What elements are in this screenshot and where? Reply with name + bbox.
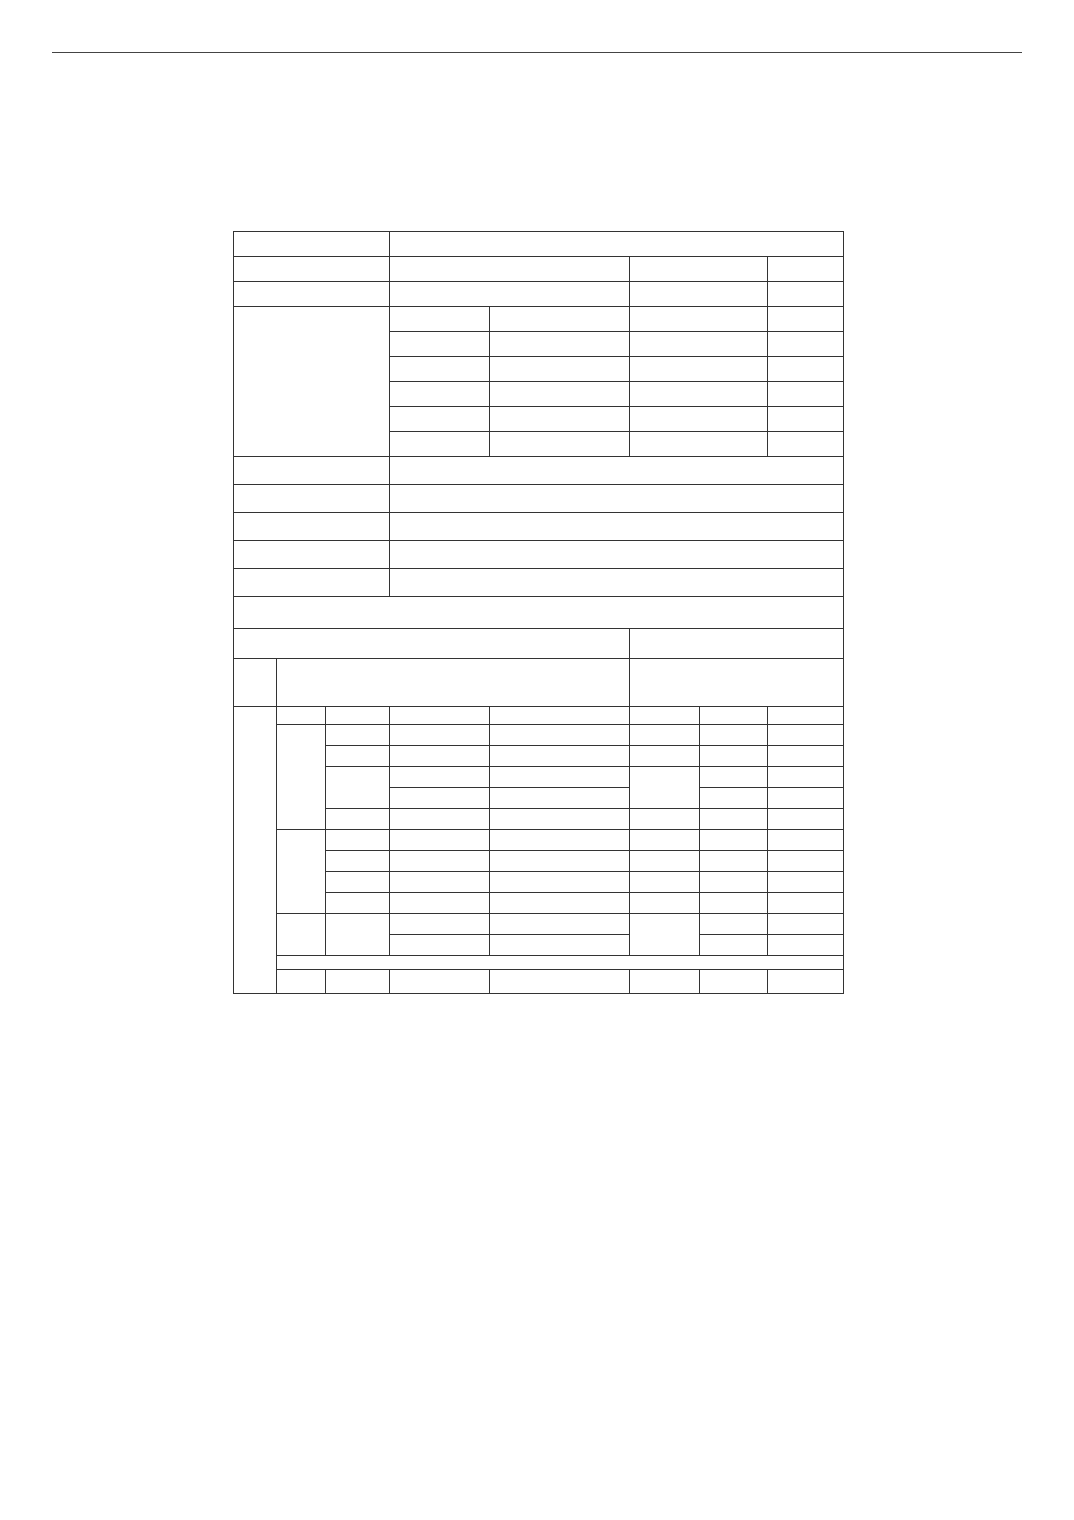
qty-indicator-annual [630, 725, 700, 746]
eco-indicator [326, 872, 390, 893]
perf-header-level1 [277, 707, 326, 725]
dept-value [390, 257, 630, 282]
sat-metric-2 [390, 935, 490, 956]
date-label [768, 970, 844, 994]
leader-value [326, 970, 390, 994]
phone-label [630, 970, 700, 994]
perf-spacer [277, 956, 844, 970]
cost-value [490, 809, 630, 830]
perf-header-value [490, 707, 630, 725]
time-value-2 [490, 788, 630, 809]
period-value [768, 282, 844, 307]
funds-annual-label [630, 307, 768, 332]
time-indicator [326, 767, 390, 809]
sat-value-2 [490, 935, 630, 956]
service-indicator-annual [630, 914, 700, 956]
funds-other-value [490, 432, 630, 457]
qual-value-annual [768, 746, 844, 767]
sustain-indicator-annual [630, 893, 700, 914]
necessity-text [392, 514, 841, 540]
period-goal-text [279, 661, 627, 705]
funds-city-value [490, 382, 630, 407]
overall-goal-label [234, 659, 277, 707]
econ-indicator [326, 830, 390, 851]
measures-label [234, 541, 390, 569]
funds-province-label-annual [630, 357, 768, 382]
annual-goal-header [630, 629, 844, 659]
qty-metric-annual [700, 725, 768, 746]
cost-value-annual [768, 809, 844, 830]
plan-text [392, 570, 841, 596]
econ-value-annual [768, 830, 844, 851]
measures-text [392, 542, 841, 568]
funds-total-label [390, 307, 490, 332]
funds-central-value [490, 332, 630, 357]
cost-indicator [326, 809, 390, 830]
blank-row [234, 597, 844, 629]
benefit-indicators [277, 830, 326, 914]
time-value-2-annual [768, 788, 844, 809]
funds-annual-value [768, 307, 844, 332]
funds-city-value-annual [768, 382, 844, 407]
perf-indicators-label [234, 707, 277, 994]
cost-indicator-annual [630, 809, 700, 830]
qty-value [490, 725, 630, 746]
output-indicators [277, 725, 326, 830]
funds-central-label-annual [630, 332, 768, 357]
cost-metric [390, 809, 490, 830]
funds-city-label [390, 382, 490, 407]
funds-province-value [490, 357, 630, 382]
perf-header-value-annual [768, 707, 844, 725]
econ-indicator-annual [630, 830, 700, 851]
funds-central-value-annual [768, 332, 844, 357]
impl-value [768, 257, 844, 282]
funds-central-label [390, 332, 490, 357]
funds-province-value-annual [768, 357, 844, 382]
funds-other-label [390, 432, 490, 457]
leader-label [277, 970, 326, 994]
time-value-1 [490, 767, 630, 788]
service-indicator [326, 914, 390, 956]
period-goal-header [234, 629, 630, 659]
sat-value-1-annual [768, 914, 844, 935]
handler-value [490, 970, 630, 994]
perf-header-level3 [390, 707, 490, 725]
qty-value-annual [768, 725, 844, 746]
plan-label [234, 569, 390, 597]
funds-city-label-annual [630, 382, 768, 407]
funds-self-label [390, 407, 490, 432]
social-indicator-annual [630, 851, 700, 872]
impl-label [630, 257, 768, 282]
overview-text [392, 458, 841, 484]
funds-other-value-annual [768, 432, 844, 457]
funds-self-value [490, 407, 630, 432]
period-label [630, 282, 768, 307]
qual-indicator [326, 746, 390, 767]
sat-metric-1 [390, 914, 490, 935]
perf-header-level2 [326, 707, 390, 725]
time-indicator-annual [630, 767, 700, 809]
funds-label [234, 307, 390, 457]
handler-label [390, 970, 490, 994]
project-name-value [390, 232, 844, 257]
header-divider [52, 52, 1022, 53]
econ-metric [390, 830, 490, 851]
performance-target-table [233, 231, 844, 994]
funds-self-value-annual [768, 407, 844, 432]
qty-metric [390, 725, 490, 746]
qty-indicator [326, 725, 390, 746]
satisfaction-indicators [277, 914, 326, 956]
qual-indicator-annual [630, 746, 700, 767]
attr-value [390, 282, 630, 307]
overview-label [234, 457, 390, 485]
funds-total-value [490, 307, 630, 332]
funds-self-label-annual [630, 407, 768, 432]
annual-goal-text [632, 661, 841, 705]
sat-value-2-annual [768, 935, 844, 956]
cost-metric-annual [700, 809, 768, 830]
basis-text [392, 486, 841, 512]
phone-value [700, 970, 768, 994]
funds-other-label-annual [630, 432, 768, 457]
basis-label [234, 485, 390, 513]
perf-header-level2-annual [630, 707, 700, 725]
dept-label [234, 257, 390, 282]
time-value-1-annual [768, 767, 844, 788]
sustain-indicator [326, 893, 390, 914]
sat-value-1 [490, 914, 630, 935]
necessity-label [234, 513, 390, 541]
econ-value [490, 830, 630, 851]
project-name-label [234, 232, 390, 257]
attr-label [234, 282, 390, 307]
eco-indicator-annual [630, 872, 700, 893]
perf-header-level3-annual [700, 707, 768, 725]
qual-value [490, 746, 630, 767]
funds-province-label [390, 357, 490, 382]
social-indicator [326, 851, 390, 872]
